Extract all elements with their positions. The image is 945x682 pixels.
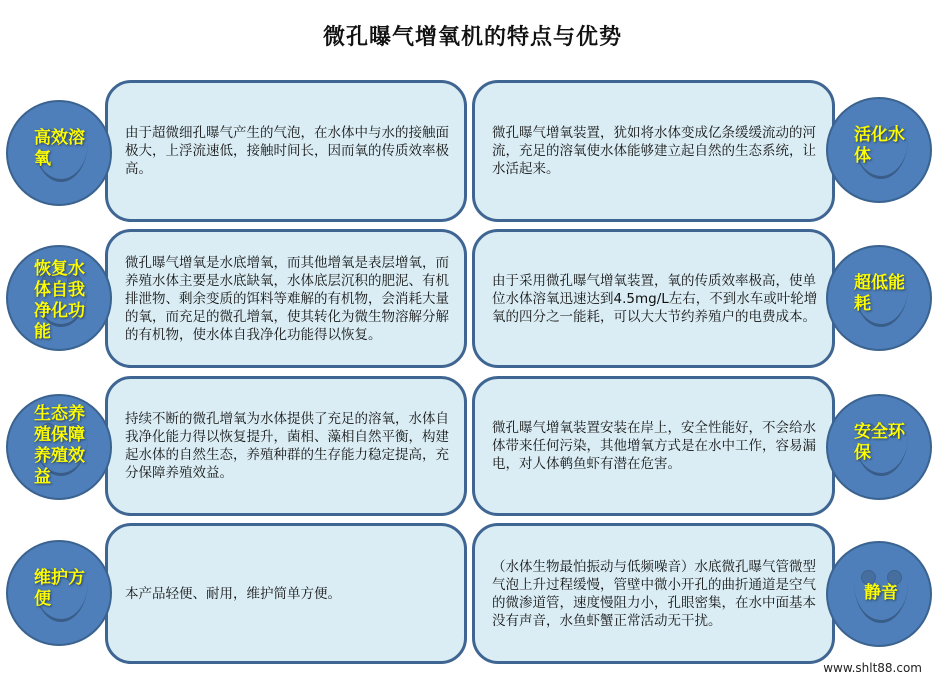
feature-box-right-3 bbox=[472, 376, 835, 516]
feature-label: 静音 bbox=[864, 583, 898, 603]
feature-label: 安全环 保 bbox=[854, 422, 905, 463]
page-title: 微孔曝气增氧机的特点与优势 bbox=[322, 24, 622, 50]
feature-label: 超低能 耗 bbox=[854, 273, 905, 314]
smiley-badge-right-1 bbox=[826, 97, 932, 203]
feature-label: 活化水 体 bbox=[854, 125, 905, 166]
feature-label: 生态养 殖保障 养殖效 益 bbox=[34, 404, 85, 487]
feature-text: 微孔曝气增氧装置安装在岸上，安全性能好，不会给水体带来任何污染，其他增氧方式是在水中工作，容易漏电，对人体鹌鱼虾有潜在危害。 bbox=[492, 420, 816, 472]
feature-box-left-4 bbox=[105, 523, 467, 664]
smiley-badge-left-2 bbox=[6, 245, 112, 351]
feature-label: 维护方 便 bbox=[34, 568, 85, 609]
feature-text: 微孔曝气增氧装置，犹如将水体变成亿条缓缓流动的河流，充足的溶氧使水体能够建立起自然的生态系统，让水活起来。 bbox=[492, 125, 816, 177]
feature-text: 持续不断的微孔增氧为水体提供了充足的溶氧，水体自我净化能力得以恢复提升，菌相、藻相自然平衡，构建起水体的自然生态，养殖种群的生存能力稳定提高，充分保障养殖效益。 bbox=[125, 411, 449, 481]
feature-box-right-4 bbox=[472, 523, 835, 664]
feature-text: （水体生物最怕振动与低频噪音）水底微孔曝气管微型气泡上升过程缓慢，管壁中微小开孔的曲折通道是空气的微渗道管，速度慢阻力小，孔眼密集，在水中面基本没有声音，水鱼虾蟹正常活动无干扰。 bbox=[492, 558, 816, 629]
smiley-badge-left-1 bbox=[6, 100, 112, 206]
smiley-badge-left-4 bbox=[6, 540, 112, 646]
feature-box-right-1 bbox=[472, 80, 835, 222]
feature-text: 本产品轻便、耐用，维护简单方便。 bbox=[125, 585, 341, 602]
feature-box-left-2 bbox=[105, 229, 467, 368]
watermark-url: www.shlt88.com bbox=[823, 661, 922, 675]
smiley-badge-right-2 bbox=[826, 245, 932, 351]
feature-text: 由于超微细孔曝气产生的气泡，在水体中与水的接触面极大，上浮流速低，接触时间长，因而氧的传质效率极高。 bbox=[125, 125, 449, 177]
feature-label: 恢复水 体自我 净化功 能 bbox=[34, 259, 85, 342]
smiley-badge-right-4 bbox=[826, 541, 932, 647]
feature-box-right-2 bbox=[472, 229, 835, 368]
feature-text: 由于采用微孔曝气增氧装置，氧的传质效率极高，使单位水体溶氧迅速达到4.5mg/L左右，不到水车或叶轮增氧的四分之一能耗，可以大大节约养殖户的电费成本。 bbox=[492, 272, 818, 325]
feature-label: 高效溶 氧 bbox=[34, 128, 85, 169]
smiley-badge-right-3 bbox=[826, 394, 932, 500]
feature-box-left-3 bbox=[105, 376, 467, 516]
feature-box-left-1 bbox=[105, 80, 467, 222]
smiley-badge-left-3 bbox=[6, 394, 112, 500]
feature-text: 微孔曝气增氧是水底增氧，而其他增氧是表层增氧，而养殖水体主要是水底缺氧，水体底层沉积的肥泥、有机排泄物、剩余变质的饵料等难解的有机物，会消耗大量的氧，而充足的微孔增氧，使其转化为微生物溶解分解的有机物，使水体自我净化功能得以恢复。 bbox=[125, 254, 449, 343]
